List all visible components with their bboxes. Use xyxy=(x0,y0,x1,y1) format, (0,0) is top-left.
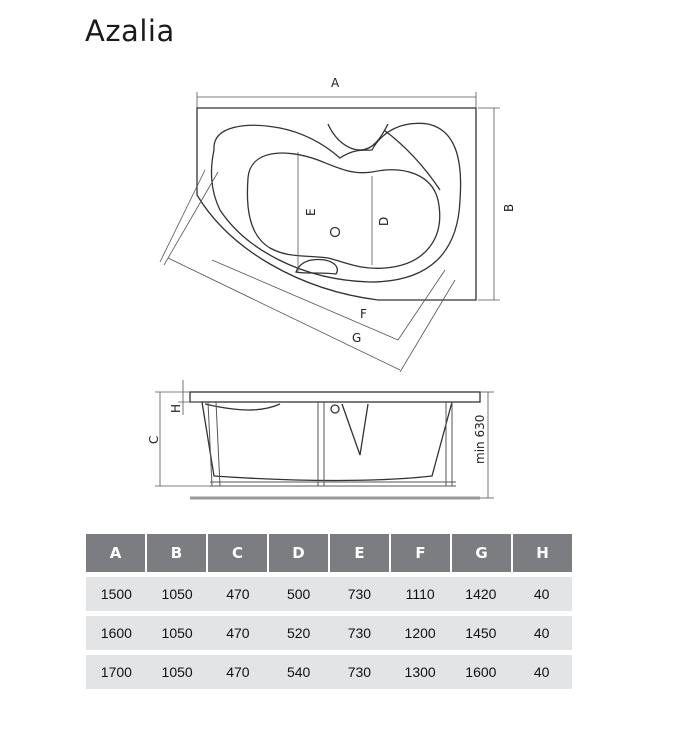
label-a: A xyxy=(331,76,340,90)
header-h: H xyxy=(513,534,572,572)
cell: 1300 xyxy=(404,664,436,680)
cell: 40 xyxy=(533,625,550,641)
cell: 1450 xyxy=(465,625,497,641)
label-b: B xyxy=(502,203,516,212)
support-frame xyxy=(208,402,456,486)
cell: 1050 xyxy=(161,625,193,641)
product-title: Azalia xyxy=(85,14,175,48)
cell: 1500 xyxy=(100,586,132,602)
cell: 1700 xyxy=(100,664,132,680)
cell: 730 xyxy=(347,625,372,641)
tub-rim xyxy=(212,123,461,282)
header-g: G xyxy=(452,534,513,572)
header-f: F xyxy=(391,534,452,572)
dimensions-table xyxy=(86,534,572,689)
overflow-icon xyxy=(331,405,339,413)
cell: 1200 xyxy=(404,625,436,641)
drain-icon xyxy=(331,228,340,237)
cell: 730 xyxy=(347,664,372,680)
cell: 1600 xyxy=(100,625,132,641)
header-e: E xyxy=(330,534,391,572)
label-min: min 630 xyxy=(473,414,487,464)
cell: 40 xyxy=(533,586,550,602)
cell: 470 xyxy=(226,625,250,641)
table-header xyxy=(86,534,572,572)
label-e: E xyxy=(304,208,318,216)
cell: 1110 xyxy=(405,586,435,602)
cell: 540 xyxy=(286,664,311,680)
table-row xyxy=(86,577,572,611)
headrest xyxy=(328,124,388,150)
table-row xyxy=(86,616,572,650)
cell: 40 xyxy=(533,664,550,680)
header-d: D xyxy=(269,534,330,572)
cell: 1050 xyxy=(161,664,193,680)
header-b: B xyxy=(147,534,208,572)
tub-rim-side xyxy=(190,392,480,402)
cell: 470 xyxy=(226,664,250,680)
cell: 500 xyxy=(286,586,311,602)
cell: 730 xyxy=(347,586,372,602)
cell: 520 xyxy=(286,625,311,641)
label-h: H xyxy=(169,403,183,413)
label-g: G xyxy=(352,331,362,345)
table-row xyxy=(86,655,572,689)
cell: 1600 xyxy=(465,664,497,680)
label-c: C xyxy=(147,435,161,444)
cell: 1420 xyxy=(465,586,497,602)
tub-basin xyxy=(247,153,439,268)
header-c: C xyxy=(208,534,269,572)
header-a: A xyxy=(86,534,147,572)
label-f: F xyxy=(360,307,367,321)
label-d: D xyxy=(377,216,391,226)
cell: 1050 xyxy=(161,586,193,602)
cell: 470 xyxy=(226,586,250,602)
side-view xyxy=(190,392,480,498)
tub-body-side xyxy=(202,402,452,481)
